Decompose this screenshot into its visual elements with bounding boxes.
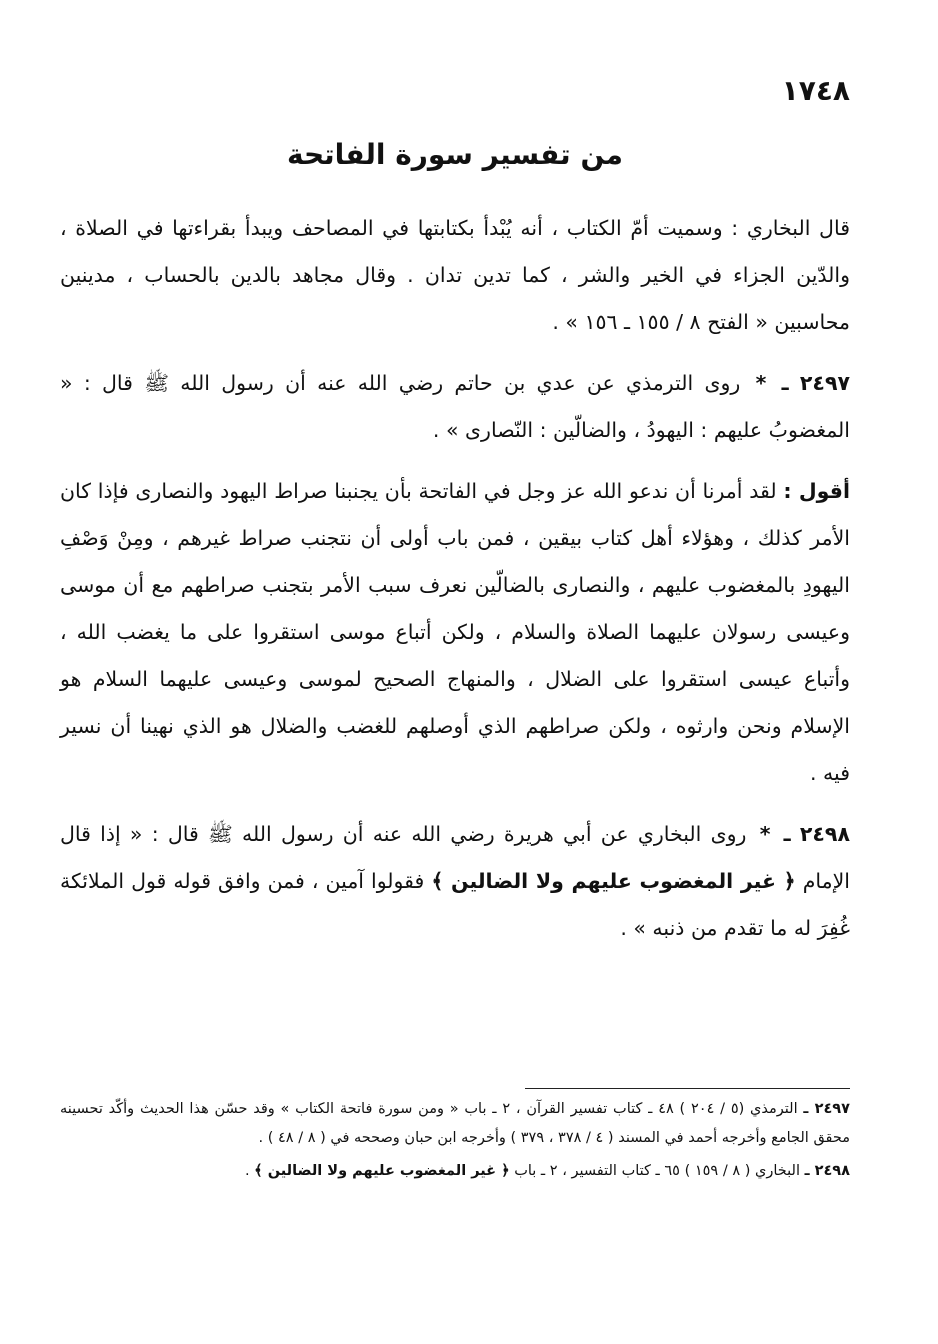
hadith-text: روى الترمذي عن عدي بن حاتم رضي الله عنه أن رسول الله ﷺ قال : « المغضوبُ عليهم : اليهودُ ، والضالّين : النّصارى » . bbox=[60, 371, 850, 442]
body-text bbox=[60, 205, 850, 966]
quran-quote: ﴿ غير المغضوب عليهم ولا الضالين ﴾ bbox=[431, 869, 796, 893]
hadith-number: ٢٤٩٨ bbox=[799, 822, 850, 846]
footnote-divider bbox=[525, 1088, 850, 1089]
hadith-star: * bbox=[759, 822, 771, 846]
chapter-title: من تفسير سورة الفاتحة bbox=[287, 138, 623, 171]
hadith-2498 bbox=[60, 811, 850, 952]
footnotes bbox=[60, 1095, 850, 1190]
hadith-dash: ـ bbox=[783, 822, 791, 846]
hadith-text-after: فقولوا آمين ، فمن وافق قوله قول الملائكة غُفِرَ له ما تقدم من ذنبه » . bbox=[60, 869, 850, 940]
hadith-2497 bbox=[60, 360, 850, 454]
commentary-text: لقد أمرنا أن ندعو الله عز وجل في الفاتحة بأن يجنبنا صراط اليهود والنصارى فإذا كان الأمر كذلك ، وهؤلاء أهل كتاب بيقين ، فمن باب أولى أن نتجنب صراط غيرهم ، ومِنْ وَصْفِ اليهودِ بالمغضوب عليهم ، والنصارى بالضالّين نعرف سبب الأمر بتجنب صراطهم مع أن موسى وعيسى رسولان عليهما الصلاة والسلام ، ولكن أتباع موسى استقروا على ما يغضب الله ، وأتباع عيسى استقروا على الضلال ، والمنهاج الصحيح لموسى وعيسى عليهما السلام هو الإسلام ونحن وارثوه ، ولكن صراطهم الذي أوصلهم للغضب والضلال هو الذي نهينا أن نسير فيه . bbox=[60, 479, 850, 785]
page-number: ١٧٤٨ bbox=[781, 74, 850, 107]
footnote-2498 bbox=[60, 1157, 850, 1186]
footnote-2497 bbox=[60, 1095, 850, 1153]
footnote-text-before: البخاري ( ٨ / ١٥٩ ) ٦٥ ـ كتاب التفسير ، ٢ ـ باب bbox=[514, 1163, 800, 1179]
footnote-text-after: . bbox=[244, 1163, 250, 1179]
hadith-dash: ـ bbox=[781, 371, 789, 395]
hadith-number: ٢٤٩٧ bbox=[799, 371, 850, 395]
footnote-number: ٢٤٩٧ ـ bbox=[803, 1101, 850, 1117]
hadith-text-before: روى البخاري عن أبي هريرة رضي الله عنه أن رسول الله ﷺ قال : « إذا قال الإمام bbox=[60, 822, 850, 893]
footnote-quran-quote: ﴿ غير المغضوب عليهم ولا الضالين ﴾ bbox=[254, 1163, 510, 1179]
hadith-star: * bbox=[755, 371, 767, 395]
document-page bbox=[60, 60, 850, 1300]
footnote-text: الترمذي (٥ / ٢٠٤ ) ٤٨ ـ كتاب تفسير القرآن ، ٢ ـ باب « ومن سورة فاتحة الكتاب » وقد حسّن هذا الحديث وأكّد تحسينه محقق الجامع وأخرجه أحمد في المسند ( ٤ / ٣٧٨ ، ٣٧٩ ) وأخرجه ابن حبان وصححه في ( ٨ / ٤٨ ) . bbox=[60, 1101, 850, 1146]
footnote-number: ٢٤٩٨ ـ bbox=[804, 1163, 850, 1179]
intro-paragraph: قال البخاري : وسميت أمّ الكتاب ، أنه يُبْدأ بكتابتها في المصاحف ويبدأ بقراءتها في الصلاة ، والدّين الجزاء في الخير والشر ، كما تدين تدان . وقال مجاهد بالدين بالحساب ، مدينين محاسبين « الفتح ٨ / ١٥٥ ـ ١٥٦ » . bbox=[60, 216, 850, 334]
commentary-lead: أقول : bbox=[783, 479, 850, 503]
commentary-paragraph bbox=[60, 468, 850, 797]
